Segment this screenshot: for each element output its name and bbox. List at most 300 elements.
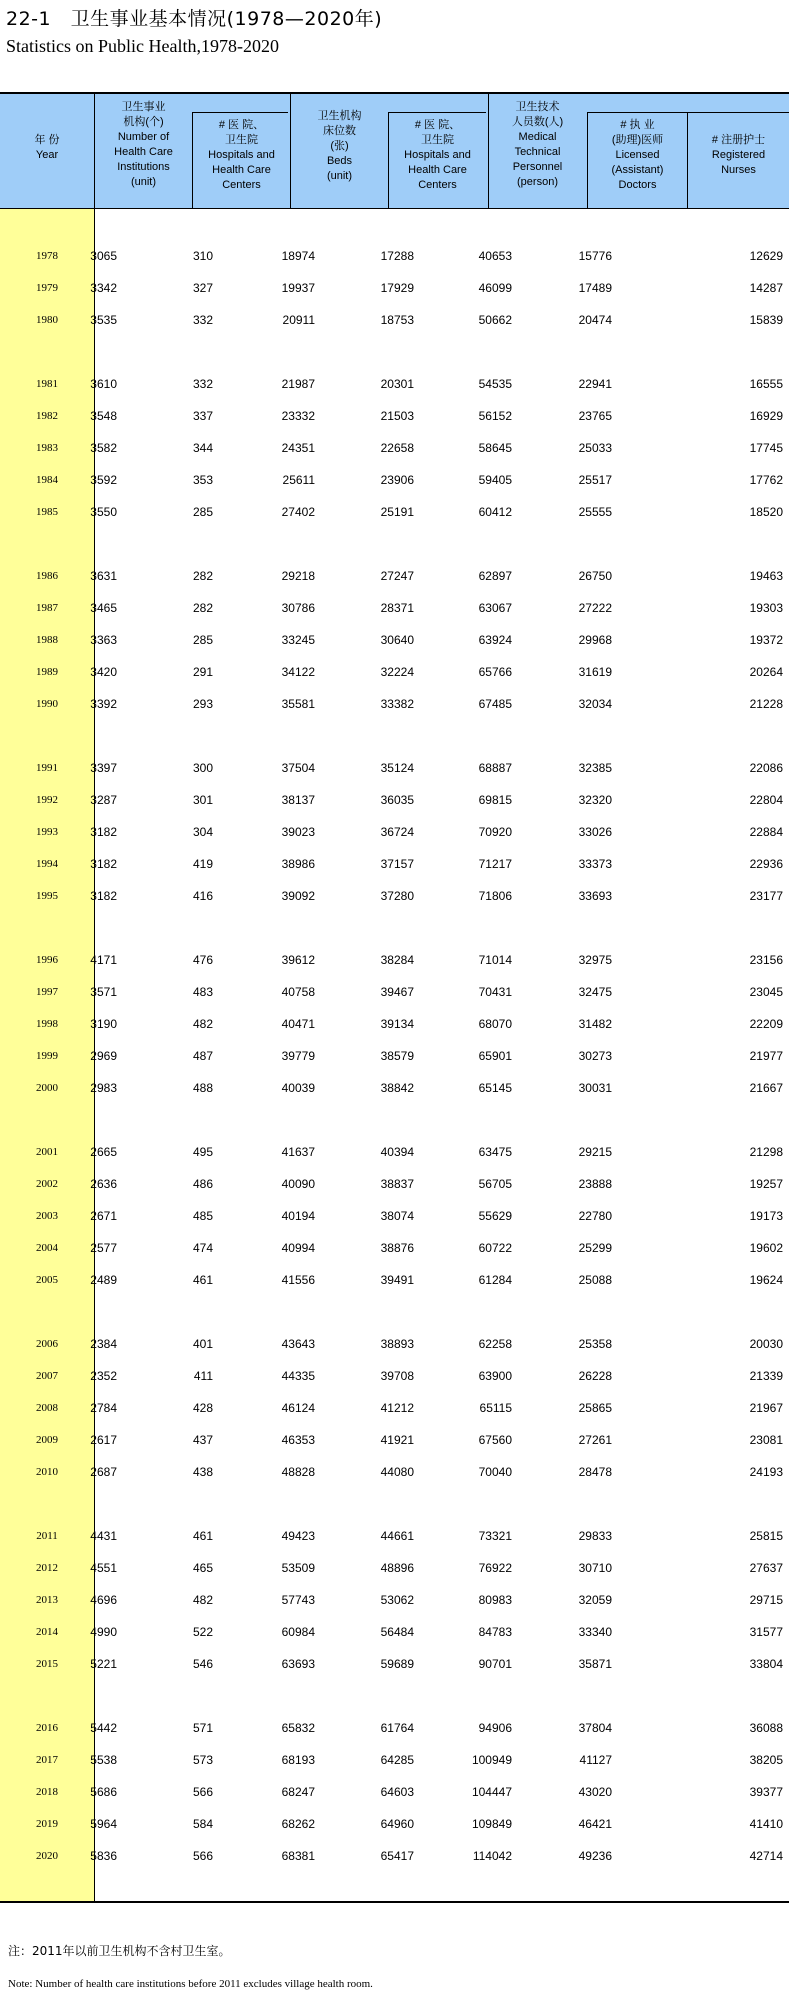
cell-beds: 60984	[281, 1625, 315, 1639]
table-row	[0, 880, 789, 912]
table-row	[0, 496, 789, 528]
header-personnel	[489, 100, 586, 190]
cell-doctors: 30710	[578, 1561, 612, 1575]
cell-hospitals-beds: 37157	[380, 857, 414, 871]
cell-hospitals-beds: 17929	[380, 281, 414, 295]
header-line: Beds	[326, 155, 353, 167]
row-year: 2004	[36, 1242, 58, 1254]
cell-doctors: 23888	[578, 1177, 612, 1191]
cell-personnel: 67560	[478, 1433, 512, 1447]
cell-personnel: 61284	[478, 1273, 512, 1287]
table-row	[0, 944, 789, 976]
table-row	[0, 240, 789, 272]
cell-nurses: 19602	[749, 1241, 783, 1255]
cell-personnel: 46099	[478, 281, 512, 295]
row-year: 2015	[36, 1658, 58, 1670]
cell-hospitals-beds: 35124	[380, 761, 414, 775]
cell-beds: 23332	[281, 409, 315, 423]
table-row	[0, 848, 789, 880]
header-line: Year	[35, 149, 59, 161]
cell-hospitals-beds: 20301	[380, 377, 414, 391]
cell-hospitals-institutions: 476	[192, 953, 213, 967]
cell-beds: 53509	[281, 1561, 315, 1575]
cell-beds: 40758	[281, 985, 315, 999]
cell-nurses: 21977	[749, 1049, 783, 1063]
table-row	[0, 1392, 789, 1424]
cell-personnel: 56152	[478, 409, 512, 423]
cell-doctors: 49236	[578, 1849, 612, 1863]
cell-personnel: 84783	[478, 1625, 512, 1639]
cell-hospitals-institutions: 428	[192, 1401, 213, 1415]
row-year: 2005	[36, 1274, 58, 1286]
cell-institutions: 2969	[90, 1049, 117, 1063]
cell-hospitals-beds: 27247	[380, 569, 414, 583]
cell-institutions: 4431	[90, 1529, 117, 1543]
cell-doctors: 33693	[578, 889, 612, 903]
cell-institutions: 3548	[90, 409, 117, 423]
cell-doctors: 33373	[578, 857, 612, 871]
header-subrule	[192, 112, 288, 113]
table-row	[0, 1008, 789, 1040]
cell-personnel: 63067	[478, 601, 512, 615]
cell-beds: 46124	[281, 1401, 315, 1415]
cell-hospitals-institutions: 461	[192, 1273, 213, 1287]
cell-institutions: 3363	[90, 633, 117, 647]
table-row	[0, 1808, 789, 1840]
table-row	[0, 464, 789, 496]
cell-hospitals-beds: 38893	[380, 1337, 414, 1351]
cell-hospitals-beds: 30640	[380, 633, 414, 647]
cell-hospitals-institutions: 332	[192, 313, 213, 327]
cell-hospitals-beds: 64603	[380, 1785, 414, 1799]
cell-beds: 49423	[281, 1529, 315, 1543]
row-year: 1981	[36, 378, 58, 390]
cell-personnel: 70920	[478, 825, 512, 839]
header-beds	[291, 109, 388, 184]
cell-personnel: 63900	[478, 1369, 512, 1383]
cell-hospitals-institutions: 293	[192, 697, 213, 711]
table-row	[0, 1776, 789, 1808]
cell-nurses: 21667	[749, 1081, 783, 1095]
note-cn: 注：2011年以前卫生机构不含村卫生室。	[8, 1944, 231, 1958]
cell-nurses: 21228	[749, 697, 783, 711]
row-year: 2003	[36, 1210, 58, 1222]
cell-beds: 39612	[281, 953, 315, 967]
cell-institutions: 3287	[90, 793, 117, 807]
cell-hospitals-beds: 61764	[380, 1721, 414, 1735]
cell-personnel: 73321	[478, 1529, 512, 1543]
cell-institutions: 4696	[90, 1593, 117, 1607]
cell-hospitals-institutions: 300	[192, 761, 213, 775]
header-divider	[587, 112, 588, 209]
cell-institutions: 3550	[90, 505, 117, 519]
cell-nurses: 25815	[749, 1529, 783, 1543]
cell-hospitals-institutions: 474	[192, 1241, 213, 1255]
cell-hospitals-beds: 36724	[380, 825, 414, 839]
cell-institutions: 2687	[90, 1465, 117, 1479]
cell-nurses: 19257	[749, 1177, 783, 1191]
cell-beds: 63693	[281, 1657, 315, 1671]
cell-personnel: 60722	[478, 1241, 512, 1255]
header-line: 人员数(人)	[511, 116, 564, 128]
cell-institutions: 3592	[90, 473, 117, 487]
cell-hospitals-beds: 39708	[380, 1369, 414, 1383]
row-year: 1990	[36, 698, 58, 710]
table-row	[0, 1072, 789, 1104]
cell-hospitals-institutions: 438	[192, 1465, 213, 1479]
cell-nurses: 19372	[749, 633, 783, 647]
cell-personnel: 63924	[478, 633, 512, 647]
row-year: 2010	[36, 1466, 58, 1478]
cell-hospitals-beds: 59689	[380, 1657, 414, 1671]
cell-personnel: 69815	[478, 793, 512, 807]
table-row	[0, 752, 789, 784]
cell-institutions: 5836	[90, 1849, 117, 1863]
cell-hospitals-beds: 56484	[380, 1625, 414, 1639]
row-year: 1980	[36, 314, 58, 326]
row-year: 2012	[36, 1562, 58, 1574]
cell-institutions: 3182	[90, 889, 117, 903]
table-row	[0, 1040, 789, 1072]
header-line: 卫生技术	[515, 101, 560, 113]
cell-hospitals-institutions: 482	[192, 1593, 213, 1607]
row-year: 1993	[36, 826, 58, 838]
header-divider	[488, 94, 489, 209]
cell-beds: 68262	[281, 1817, 315, 1831]
header-line: Nurses	[721, 164, 756, 176]
cell-personnel: 109849	[471, 1817, 512, 1831]
header-hospitals-institutions	[193, 118, 290, 193]
cell-hospitals-beds: 21503	[380, 409, 414, 423]
cell-beds: 41556	[281, 1273, 315, 1287]
row-year: 1992	[36, 794, 58, 806]
cell-doctors: 29215	[578, 1145, 612, 1159]
table-row	[0, 400, 789, 432]
header-line: # 执 业	[620, 119, 655, 131]
cell-beds: 39779	[281, 1049, 315, 1063]
header-line: Health Care	[114, 146, 173, 158]
cell-institutions: 3535	[90, 313, 117, 327]
cell-personnel: 60412	[478, 505, 512, 519]
cell-beds: 46353	[281, 1433, 315, 1447]
cell-hospitals-institutions: 488	[192, 1081, 213, 1095]
row-year: 1978	[36, 250, 58, 262]
cell-beds: 57743	[281, 1593, 315, 1607]
cell-hospitals-beds: 39491	[380, 1273, 414, 1287]
table-header	[0, 94, 789, 209]
cell-hospitals-beds: 37280	[380, 889, 414, 903]
cell-nurses: 22209	[749, 1017, 783, 1031]
cell-beds: 19937	[281, 281, 315, 295]
cell-hospitals-institutions: 337	[192, 409, 213, 423]
cell-beds: 40090	[281, 1177, 315, 1191]
cell-beds: 30786	[281, 601, 315, 615]
cell-personnel: 76922	[478, 1561, 512, 1575]
header-divider	[687, 112, 688, 209]
cell-hospitals-beds: 48896	[380, 1561, 414, 1575]
header-line: (person)	[517, 176, 558, 188]
row-year: 2001	[36, 1146, 58, 1158]
cell-hospitals-institutions: 282	[192, 569, 213, 583]
row-year: 1979	[36, 282, 58, 294]
cell-doctors: 26228	[578, 1369, 612, 1383]
cell-doctors: 30273	[578, 1049, 612, 1063]
cell-doctors: 32034	[578, 697, 612, 711]
cell-personnel: 65145	[478, 1081, 512, 1095]
cell-beds: 39092	[281, 889, 315, 903]
cell-doctors: 27222	[578, 601, 612, 615]
cell-nurses: 16929	[749, 409, 783, 423]
cell-doctors: 30031	[578, 1081, 612, 1095]
header-line: Doctors	[618, 179, 657, 191]
header-divider	[192, 112, 193, 209]
cell-doctors: 26750	[578, 569, 612, 583]
cell-institutions: 2577	[90, 1241, 117, 1255]
cell-nurses: 38205	[749, 1753, 783, 1767]
row-year: 1988	[36, 634, 58, 646]
cell-institutions: 3420	[90, 665, 117, 679]
row-year: 2011	[36, 1530, 58, 1542]
cell-doctors: 25517	[578, 473, 612, 487]
cell-beds: 27402	[281, 505, 315, 519]
cell-institutions: 3610	[90, 377, 117, 391]
cell-institutions: 2489	[90, 1273, 117, 1287]
header-line: # 医 院、	[414, 119, 461, 131]
cell-hospitals-beds: 39467	[380, 985, 414, 999]
cell-hospitals-institutions: 487	[192, 1049, 213, 1063]
cell-personnel: 62897	[478, 569, 512, 583]
cell-beds: 35581	[281, 697, 315, 711]
cell-nurses: 22086	[749, 761, 783, 775]
cell-institutions: 4171	[90, 953, 117, 967]
row-year: 1998	[36, 1018, 58, 1030]
table-row	[0, 272, 789, 304]
cell-doctors: 32320	[578, 793, 612, 807]
cell-doctors: 25033	[578, 441, 612, 455]
cell-doctors: 32975	[578, 953, 612, 967]
cell-institutions: 2352	[90, 1369, 117, 1383]
cell-nurses: 24193	[749, 1465, 783, 1479]
cell-nurses: 21298	[749, 1145, 783, 1159]
header-line: Number of	[117, 131, 170, 143]
row-year: 2014	[36, 1626, 58, 1638]
cell-hospitals-institutions: 465	[192, 1561, 213, 1575]
cell-beds: 37504	[281, 761, 315, 775]
header-divider	[94, 94, 95, 209]
row-year: 1986	[36, 570, 58, 582]
cell-doctors: 22780	[578, 1209, 612, 1223]
cell-nurses: 21339	[749, 1369, 783, 1383]
cell-doctors: 25865	[578, 1401, 612, 1415]
cell-personnel: 71806	[478, 889, 512, 903]
header-hospitals-beds	[389, 118, 486, 193]
cell-personnel: 114042	[472, 1849, 512, 1863]
cell-doctors: 37804	[578, 1721, 612, 1735]
header-line: Institutions	[117, 161, 170, 173]
header-doctors	[588, 118, 687, 193]
cell-personnel: 70040	[478, 1465, 512, 1479]
cell-nurses: 29715	[749, 1593, 783, 1607]
cell-institutions: 2671	[90, 1209, 117, 1223]
cell-nurses: 23081	[749, 1433, 783, 1447]
header-line: Personnel	[512, 161, 563, 173]
cell-hospitals-institutions: 353	[192, 473, 213, 487]
cell-nurses: 18520	[749, 505, 783, 519]
cell-beds: 48828	[281, 1465, 315, 1479]
cell-beds: 21987	[281, 377, 315, 391]
cell-nurses: 41410	[749, 1817, 783, 1831]
cell-institutions: 2665	[90, 1145, 117, 1159]
cell-nurses: 22936	[749, 857, 783, 871]
cell-doctors: 46421	[578, 1817, 612, 1831]
cell-hospitals-beds: 38579	[380, 1049, 414, 1063]
cell-nurses: 17762	[749, 473, 783, 487]
cell-hospitals-institutions: 401	[192, 1337, 213, 1351]
cell-personnel: 67485	[478, 697, 512, 711]
header-line: Technical	[514, 146, 561, 158]
header-line: 年 份	[34, 134, 60, 146]
header-year	[0, 133, 94, 163]
cell-nurses: 15839	[749, 313, 783, 327]
cell-personnel: 59405	[478, 473, 512, 487]
cell-institutions: 2784	[90, 1401, 117, 1415]
cell-hospitals-institutions: 546	[192, 1657, 213, 1671]
header-nurses	[688, 133, 789, 178]
row-year: 1997	[36, 986, 58, 998]
cell-hospitals-beds: 38837	[380, 1177, 414, 1191]
cell-beds: 38137	[281, 793, 315, 807]
cell-beds: 41637	[281, 1145, 315, 1159]
cell-nurses: 20264	[749, 665, 783, 679]
header-line: 卫生院	[225, 134, 258, 146]
header-line: (Assistant)	[611, 164, 664, 176]
cell-personnel: 65766	[478, 665, 512, 679]
header-line: # 医 院、	[218, 119, 265, 131]
cell-personnel: 62258	[478, 1337, 512, 1351]
cell-personnel: 80983	[478, 1593, 512, 1607]
cell-beds: 40471	[281, 1017, 315, 1031]
cell-hospitals-institutions: 327	[192, 281, 213, 295]
cell-personnel: 90701	[478, 1657, 512, 1671]
table-row	[0, 1616, 789, 1648]
header-subrule	[587, 112, 789, 113]
cell-hospitals-institutions: 495	[192, 1145, 213, 1159]
header-line: (张)	[330, 140, 349, 152]
table-row	[0, 1328, 789, 1360]
header-line: Centers	[418, 179, 457, 191]
cell-institutions: 5686	[90, 1785, 117, 1799]
cell-hospitals-institutions: 573	[192, 1753, 213, 1767]
cell-nurses: 36088	[749, 1721, 783, 1735]
cell-hospitals-beds: 38842	[380, 1081, 414, 1095]
cell-beds: 44335	[281, 1369, 315, 1383]
cell-institutions: 5442	[90, 1721, 117, 1735]
cell-beds: 43643	[281, 1337, 315, 1351]
table-row	[0, 1584, 789, 1616]
cell-personnel: 65901	[478, 1049, 512, 1063]
header-line: 卫生院	[421, 134, 454, 146]
table-row	[0, 368, 789, 400]
row-year: 2002	[36, 1178, 58, 1190]
cell-doctors: 20474	[578, 313, 612, 327]
cell-hospitals-institutions: 285	[192, 633, 213, 647]
row-year: 1995	[36, 890, 58, 902]
cell-personnel: 54535	[478, 377, 512, 391]
cell-doctors: 29833	[578, 1529, 612, 1543]
cell-beds: 65832	[281, 1721, 315, 1735]
cell-doctors: 17489	[578, 281, 612, 295]
cell-hospitals-beds: 36035	[380, 793, 414, 807]
cell-nurses: 19303	[749, 601, 783, 615]
table-row	[0, 560, 789, 592]
cell-nurses: 27637	[749, 1561, 783, 1575]
cell-nurses: 12629	[749, 249, 783, 263]
cell-doctors: 32475	[578, 985, 612, 999]
cell-hospitals-institutions: 584	[192, 1817, 213, 1831]
cell-nurses: 19463	[749, 569, 783, 583]
cell-beds: 40039	[281, 1081, 315, 1095]
header-divider	[290, 94, 291, 209]
cell-doctors: 31619	[578, 665, 612, 679]
cell-hospitals-beds: 41921	[380, 1433, 414, 1447]
cell-nurses: 23177	[749, 889, 783, 903]
cell-hospitals-beds: 40394	[380, 1145, 414, 1159]
cell-beds: 38986	[281, 857, 315, 871]
cell-nurses: 19624	[749, 1273, 783, 1287]
cell-nurses: 14287	[749, 281, 783, 295]
cell-institutions: 3571	[90, 985, 117, 999]
header-bottom-rule	[0, 208, 789, 209]
table-row	[0, 1200, 789, 1232]
note-en: Note: Number of health care institutions before 2011 excludes village health room.	[8, 1978, 373, 1990]
row-year: 2007	[36, 1370, 58, 1382]
header-line: (unit)	[130, 176, 157, 188]
cell-hospitals-beds: 44080	[380, 1465, 414, 1479]
header-line: Health Care	[212, 164, 271, 176]
cell-beds: 24351	[281, 441, 315, 455]
bottom-rule	[0, 1901, 789, 1903]
row-year: 1982	[36, 410, 58, 422]
cell-doctors: 32385	[578, 761, 612, 775]
cell-institutions: 2636	[90, 1177, 117, 1191]
row-year: 2018	[36, 1786, 58, 1798]
cell-hospitals-beds: 38876	[380, 1241, 414, 1255]
cell-institutions: 3392	[90, 697, 117, 711]
cell-beds: 29218	[281, 569, 315, 583]
cell-institutions: 3582	[90, 441, 117, 455]
cell-doctors: 25299	[578, 1241, 612, 1255]
row-year: 2000	[36, 1082, 58, 1094]
cell-hospitals-beds: 22658	[380, 441, 414, 455]
table-row	[0, 1552, 789, 1584]
cell-personnel: 71217	[478, 857, 512, 871]
header-divider	[388, 112, 389, 209]
cell-hospitals-beds: 25191	[380, 505, 414, 519]
cell-personnel: 55629	[478, 1209, 512, 1223]
row-year: 1989	[36, 666, 58, 678]
table-row	[0, 592, 789, 624]
cell-hospitals-institutions: 483	[192, 985, 213, 999]
cell-nurses: 42714	[749, 1849, 783, 1863]
cell-hospitals-beds: 64960	[380, 1817, 414, 1831]
cell-beds: 20911	[282, 313, 315, 327]
cell-nurses: 23045	[749, 985, 783, 999]
cell-hospitals-institutions: 282	[192, 601, 213, 615]
row-year: 1996	[36, 954, 58, 966]
row-year: 2006	[36, 1338, 58, 1350]
cell-beds: 33245	[281, 633, 315, 647]
header-line: # 注册护士	[711, 134, 766, 146]
